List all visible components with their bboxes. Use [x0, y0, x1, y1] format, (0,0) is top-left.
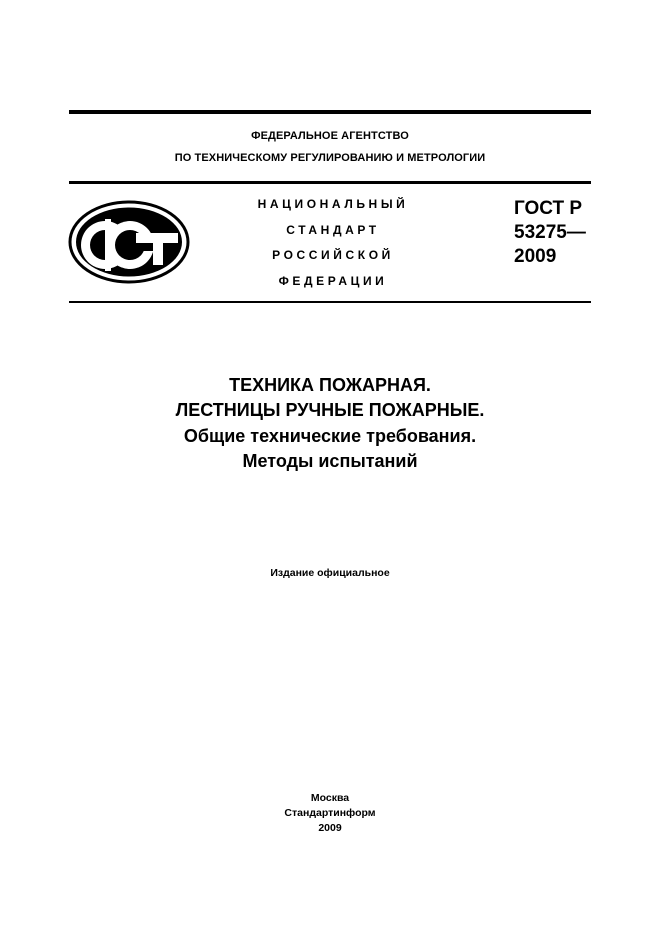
standard-type-line1: НАЦИОНАЛЬНЫЙ — [257, 197, 409, 211]
top-rule — [69, 110, 591, 114]
standard-type-line2: СТАНДАРТ — [286, 223, 380, 237]
document-title-line3: Общие технические требования. — [183, 426, 477, 446]
document-title-line1: ТЕХНИКА ПОЖАРНАЯ. — [229, 375, 431, 395]
rst-logo-icon — [68, 200, 190, 284]
standard-type-line4: ФЕДЕРАЦИИ — [278, 274, 388, 288]
document-title-line2: ЛЕСТНИЦЫ РУЧНЫЕ ПОЖАРНЫЕ. — [175, 400, 485, 420]
middle-rule — [69, 181, 591, 184]
imprint-city: Москва — [310, 792, 350, 804]
designation-line1: ГОСТ Р — [514, 198, 583, 219]
edition-note: Издание официальное — [270, 567, 390, 579]
imprint-publisher: Стандартинформ — [284, 807, 376, 819]
designation-line2: 53275— — [514, 222, 586, 243]
imprint-year: 2009 — [318, 822, 342, 834]
document-title-line4: Методы испытаний — [242, 451, 418, 471]
standard-type-line3: РОССИЙСКОЙ — [272, 248, 394, 262]
designation-line3: 2009 — [514, 246, 557, 267]
agency-name-line2: ПО ТЕХНИЧЕСКОМУ РЕГУЛИРОВАНИЮ И МЕТРОЛОГИИ — [174, 152, 486, 164]
bottom-rule — [69, 301, 591, 303]
agency-name-line1: ФЕДЕРАЛЬНОЕ АГЕНТСТВО — [251, 130, 409, 142]
